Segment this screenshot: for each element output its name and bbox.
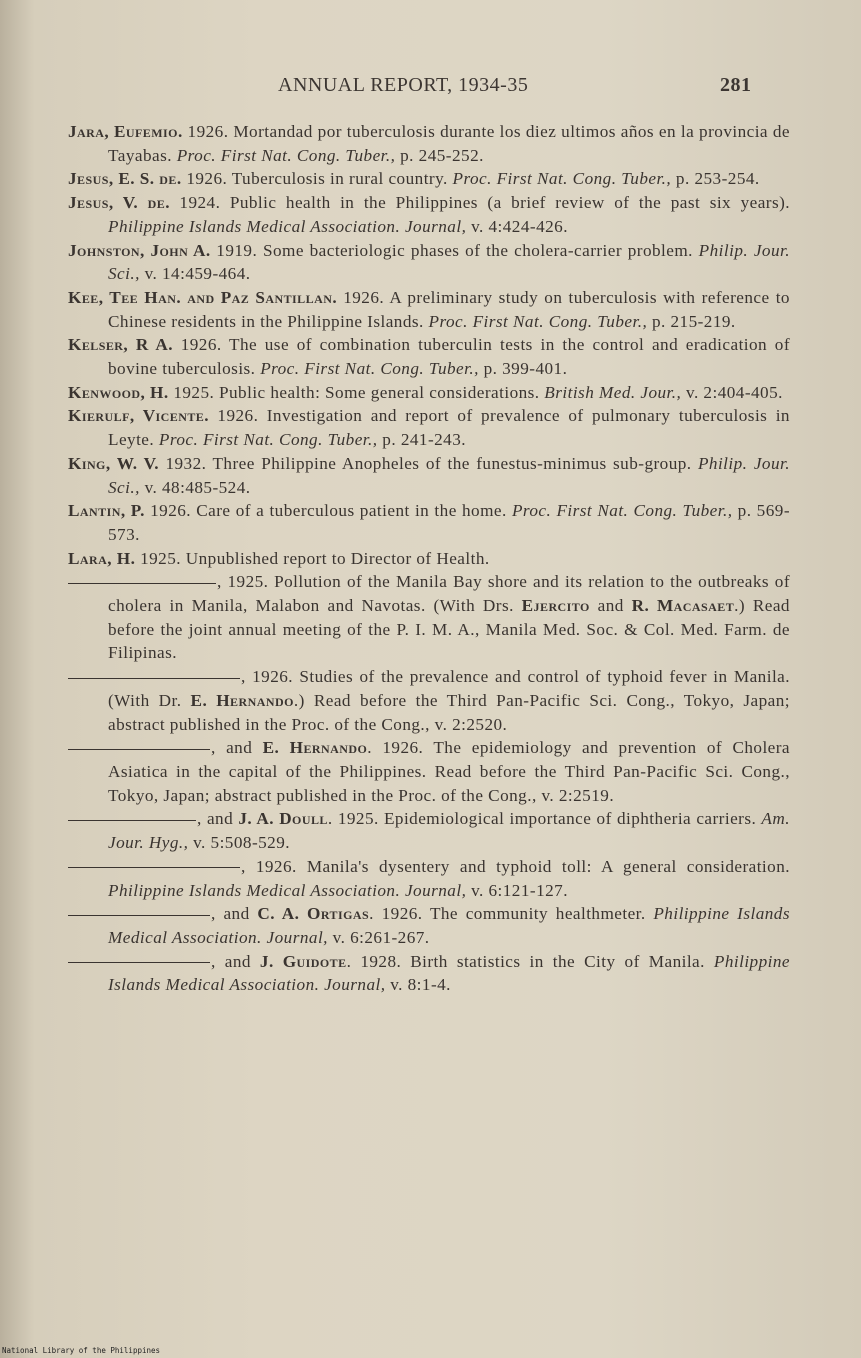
entry-text: Proc. First Nat. Cong. Tuber.,: [511, 501, 733, 521]
bibliography: [68, 120, 790, 997]
entry-text: C. A. Ortigas: [257, 904, 370, 924]
entry-text: Johnston, John A.: [68, 240, 211, 260]
bib-entry: [68, 191, 790, 238]
entry-text: 1926. A preliminary study on tuberculosis with reference to Chinese residents in the Philippine Islands.: [108, 287, 790, 331]
bib-entry: [68, 499, 790, 546]
bib-entry-continued: [68, 855, 790, 902]
entry-text: 1926. Tuberculosis in rural country.: [181, 169, 453, 189]
header-title: ANNUAL REPORT, 1934-35: [278, 74, 529, 96]
entry-text: v. 6:261-267.: [327, 927, 430, 947]
entry-text: 1926. Mortandad por tuberculosis durante los diez ultimos años en la provincia de Tayabas.: [108, 122, 790, 165]
entry-text: Philippine Islands Medical Association. Journal,: [108, 951, 790, 995]
library-footer: National Library of the Philippines: [2, 1346, 161, 1355]
ditto-rule: [68, 962, 210, 963]
entry-text: 1926. Care of a tuberculous patient in the home.: [144, 501, 512, 521]
entry-text: , and: [197, 809, 239, 829]
entry-text: E. Hernando: [262, 738, 368, 758]
entry-text: .) Read before the joint annual meeting of the P. I. M. A., Manila Med. Soc. & Col. Med. Farm. de Filipinas.: [108, 596, 790, 663]
entry-text: v. 8:1-4.: [385, 975, 451, 995]
ditto-rule: [68, 583, 216, 584]
bib-entry: [68, 286, 790, 333]
entry-text: Kelser, R A.: [68, 335, 174, 355]
entry-text: and: [589, 596, 632, 616]
entry-text: .) Read before the Third Pan-Pacific Sci. Cong., Tokyo, Japan; abstract published in the Proc. of the Cong., v. 2:2520.: [108, 690, 791, 734]
entry-text: p. 253-254.: [671, 169, 760, 189]
bib-entry: [68, 167, 790, 191]
bib-entry: [68, 120, 790, 167]
bib-entry: [68, 239, 790, 286]
bib-entry-continued: [68, 665, 790, 736]
entry-text: , 1926. Manila's dysentery and typhoid toll: A general consideration.: [241, 856, 790, 876]
entry-text: v. 6:121-127.: [466, 880, 568, 900]
entry-text: Jara, Eufemio.: [68, 122, 183, 141]
entry-text: British Med. Jour.,: [544, 382, 682, 402]
entry-text: Proc. First Nat. Cong. Tuber.,: [158, 430, 378, 450]
entry-text: 1919. Some bacteriologic phases of the cholera-carrier problem.: [210, 240, 699, 260]
entry-text: , 1925. Pollution of the Manila Bay shore and its relation to the outbreaks of cholera in Manila, Malabon and Navotas. (With Drs.: [108, 572, 790, 616]
entry-text: 1932. Three Philippine Anopheles of the funestus-minimus sub-group.: [159, 453, 698, 473]
entry-text: J. Guidote: [259, 951, 347, 971]
entry-text: 1926. The use of combination tuberculin tests in the control and eradication of bovine tuberculosis.: [108, 335, 790, 379]
entry-text: Jesus, V. de.: [68, 193, 170, 213]
page-number: 281: [720, 74, 752, 96]
bib-entry: [68, 547, 790, 571]
bib-entry-continued: [68, 950, 790, 997]
entry-text: Kierulf, Vicente.: [68, 406, 210, 426]
entry-text: Philip. Jour. Sci.,: [108, 453, 790, 497]
entry-text: p. 569-573.: [108, 501, 790, 544]
entry-text: p. 241-243.: [377, 430, 467, 450]
entry-text: Kee, Tee Han. and Paz Santillan.: [68, 287, 338, 307]
bib-entry: [68, 404, 790, 451]
entry-text: Philip. Jour. Sci.,: [108, 240, 790, 284]
entry-text: R. Macasaet: [631, 596, 735, 616]
entry-text: Proc. First Nat. Cong. Tuber.,: [260, 359, 479, 379]
ditto-rule: [68, 915, 210, 916]
entry-text: Philippine Islands Medical Association. Journal,: [108, 904, 790, 947]
bib-entry: [68, 333, 790, 380]
entry-text: p. 215-219.: [647, 311, 736, 331]
entry-text: J. A. Doull: [238, 809, 328, 829]
bib-entry: [68, 381, 790, 405]
entry-text: 1926. Investigation and report of prevalence of pulmonary tuberculosis in Leyte.: [108, 406, 790, 450]
ditto-rule: [68, 678, 240, 679]
entry-text: Philippine Islands Medical Association. Journal,: [108, 880, 467, 900]
bib-entry-continued: [68, 570, 790, 665]
entry-text: . 1926. The community healthmeter.: [369, 904, 654, 924]
ditto-rule: [68, 867, 240, 868]
entry-text: Proc. First Nat. Cong. Tuber.,: [176, 145, 396, 165]
entry-text: Kenwood, H.: [68, 382, 169, 402]
entry-text: Jesus, E. S. de.: [68, 169, 182, 189]
ditto-rule: [68, 820, 196, 821]
entry-text: Philippine Islands Medical Association. Journal,: [108, 216, 467, 236]
entry-text: . 1926. The epidemiology and prevention of Cholera Asiatica in the capital of the Philippines. Read before the Third Pan-Pacific Sci. Cong., Tokyo, Japan; abstract published in the Proc. of the Cong., v. 2:2519.: [108, 738, 791, 805]
entry-text: , and: [211, 951, 260, 971]
entry-text: v. 4:424-426.: [466, 216, 568, 236]
entry-text: 1924. Public health in the Philippines (a brief review of the past six years).: [169, 193, 791, 213]
entry-text: Proc. First Nat. Cong. Tuber.,: [452, 169, 672, 189]
entry-text: King, W. V.: [68, 453, 160, 473]
entry-text: Ejercito: [521, 596, 590, 616]
entry-text: v. 2:404-405.: [681, 382, 783, 402]
entry-text: Am. Jour. Hyg.,: [108, 809, 790, 853]
entry-text: p. 399-401.: [478, 359, 568, 379]
entry-text: E. Hernando: [190, 690, 294, 710]
entry-text: , and: [211, 904, 258, 924]
entry-text: v. 48:485-524.: [139, 477, 251, 497]
running-header: [0, 74, 861, 102]
entry-text: p. 245-252.: [395, 145, 484, 165]
entry-text: 1925. Public health: Some general considerations.: [168, 382, 545, 402]
entry-text: v. 14:459-464.: [139, 264, 251, 284]
bib-entry: [68, 452, 790, 499]
entry-text: , and: [211, 738, 263, 758]
entry-text: v. 5:508-529.: [188, 833, 290, 853]
entry-text: Lara, H.: [68, 548, 136, 568]
entry-text: . 1925. Epidemiological importance of diphtheria carriers.: [327, 809, 762, 829]
entry-text: . 1928. Birth statistics in the City of Manila.: [346, 951, 714, 971]
entry-text: , 1926. Studies of the prevalence and control of typhoid fever in Manila. (With Dr.: [108, 667, 790, 710]
ditto-rule: [68, 749, 210, 750]
bib-entry-continued: [68, 902, 790, 949]
bib-entry-continued: [68, 736, 790, 807]
entry-text: Lantin, P.: [68, 501, 145, 521]
entry-text: Proc. First Nat. Cong. Tuber.,: [428, 311, 648, 331]
bib-entry-continued: [68, 807, 790, 854]
entry-text: 1925. Unpublished report to Director of Health.: [135, 548, 490, 568]
